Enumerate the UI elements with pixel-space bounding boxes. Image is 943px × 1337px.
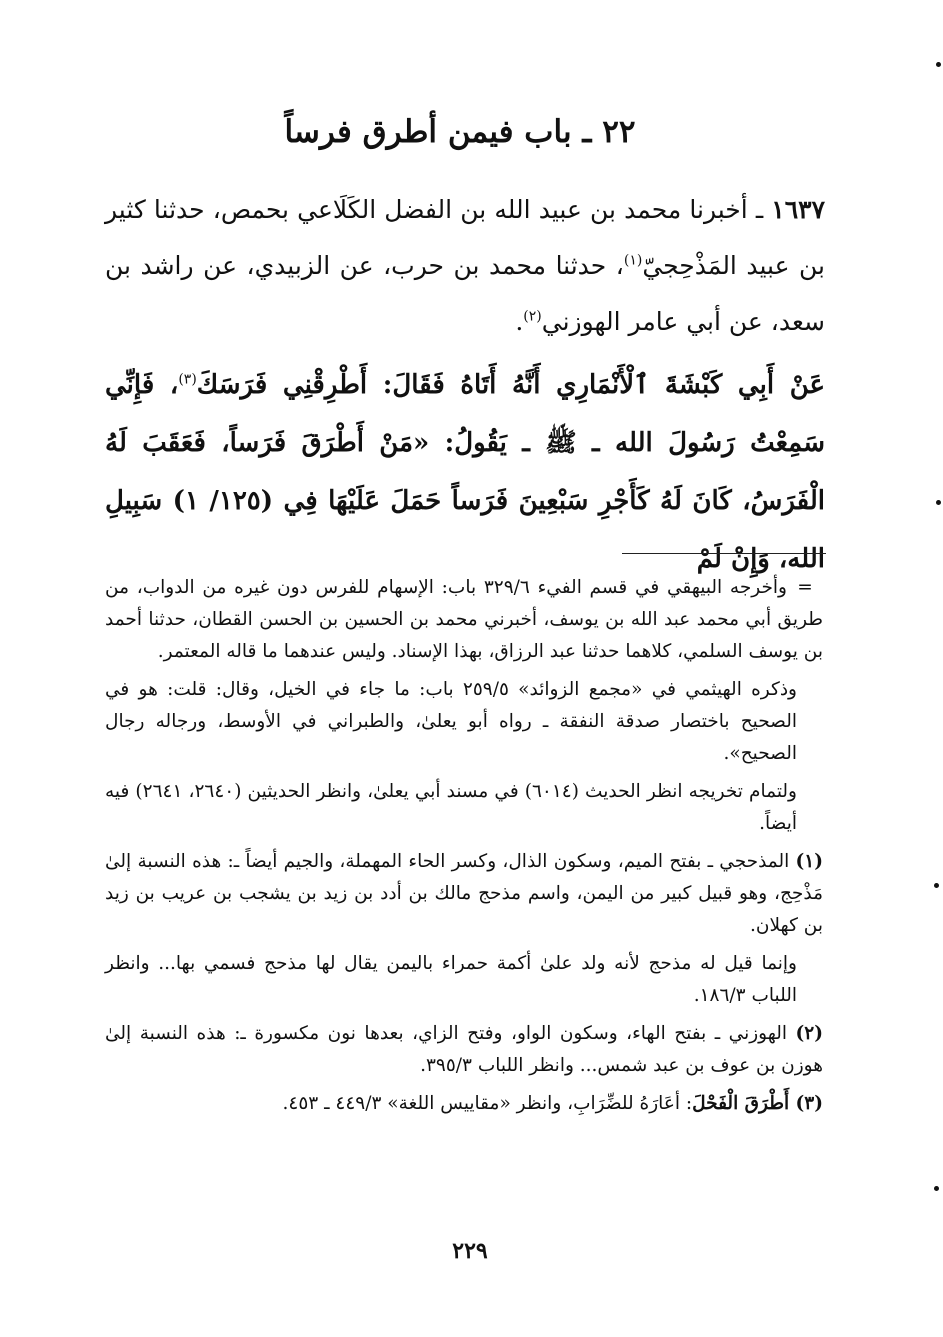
footnote-1 [105, 846, 823, 942]
footnote-1-text: المذحجي ـ بفتح الميم، وسكون الذال، وكسر الحاء المهملة، والجيم أيضاً ـ: هذه النسبة إلىٰ مَذْحِج، وهو قبيل كبير من اليمن، واسم مذحج مالك بن أدد بن زيد بن يشجب بن عريب بن زيد بن كهلان. [105, 851, 823, 936]
footnote-1-continuation: وإنما قيل له مذحج لأنه ولد علىٰ أكمة حمراء باليمن يقال لها مذحج فسمي بها... وانظر اللباب ١٨٦/٣. [105, 953, 797, 1006]
hadith-isnad [105, 182, 825, 350]
scan-speck [934, 883, 939, 888]
footnote-paragraph: وأخرجه البيهقي في قسم الفيء ٣٢٩/٦ باب: الإسهام للفرس دون غيره من الدواب، من طريق أبي محمد عبد الله بن يوسف، أخبرني محمد بن الحسين بن الحسن القطان، حدثنا أحمد بن يوسف السلمي، كلاهما حدثنا عبد الرزاق، بهذا الإسناد. وليس عندهما ما قاله المعتمر. [105, 577, 823, 662]
matn-text: ، فَإِنِّي سَمِعْتُ رَسُولَ الله ـ ﷺ ـ يَقُولُ: «مَنْ أَطْرَقَ فَرَساً، فَعَقَبَ لَهُ الْفَرَسُ، كَانَ لَهُ كَأَجْرِ سَبْعِينَ فَرَساً حَمَلَ عَلَيْهَا فِي (١٢٥/ ١) سَبِيلِ الله، وَإِنْ لَمْ [105, 370, 825, 574]
footnote-ref-3[interactable]: (٣) [178, 371, 197, 388]
scan-speck [936, 62, 941, 67]
footnote-3 [105, 1088, 823, 1120]
scan-speck [934, 1186, 939, 1191]
isnad-text: ـ أخبرنا محمد بن عبيد الله بن الفضل الكَلَاعي بحمص، حدثنا كثير بن عبيد المَذْحِجيّ [105, 195, 826, 280]
footnote-paragraph: وذكره الهيثمي في «مجمع الزوائد» ٢٥٩/٥ باب: ما جاء في الخيل، وقال: قلت: هو في الصحيح باختصار صدقة النفقة ـ رواه أبو يعلىٰ، والطبراني في الأوسط، ورجاله رجال الصحيح». [105, 679, 797, 764]
footnote-2-text: الهوزني ـ بفتح الهاء، وسكون الواو، وفتح الزاي، بعدها نون مكسورة ـ: هذه النسبة إلىٰ هوزن بن عوف بن عبد شمس... وانظر اللباب ٣٩٥/٣. [105, 1023, 823, 1076]
continuation-mark: = [797, 577, 813, 598]
footnote-1-number: (١) [795, 851, 823, 872]
isnad-end: . [515, 307, 524, 336]
footnote-paragraph: ولتمام تخريجه انظر الحديث (٦٠١٤) في مسند أبي يعلىٰ، وانظر الحديثين (٢٦٤٠، ٢٦٤١) فيه أيضاً. [105, 781, 797, 834]
footnote-3-lemma: أَطْرَقَ الْفَحْلَ [692, 1093, 796, 1114]
footnote-continuation [105, 572, 823, 668]
footnote-3-number: (٣) [795, 1093, 823, 1114]
footnote-ref-1[interactable]: (١) [623, 252, 643, 269]
page-number: ٢٢٩ [452, 1238, 488, 1264]
hadith-number: ١٦٣٧ [771, 195, 825, 224]
footnote-ref-2[interactable]: (٢) [523, 308, 542, 325]
footnote-divider [622, 553, 826, 554]
footnote-3-text: : أعَارَهُ للضِّرَابِ، وانظر «مقاييس اللغة» ٤٤٩/٣ ـ ٤٥٣. [282, 1093, 693, 1114]
scan-speck [936, 500, 941, 505]
isnad-text: ، حدثنا محمد بن حرب، عن الزبيدي، عن راشد بن سعد، عن أبي عامر الهوزني [105, 251, 825, 336]
footnotes-section [105, 572, 823, 1126]
footnote-2 [105, 1018, 823, 1082]
chapter-title: ٢٢ ـ باب فيمن أطرق فرساً [284, 114, 636, 150]
matn-text: عَنْ أَبِي كَبْشَةَ ٱلْأَنْمَارِي أَنَّهُ أَتَاهُ فَقَالَ: أَطْرِقْنِي فَرَسَكَ [196, 370, 825, 400]
footnote-2-number: (٢) [795, 1023, 823, 1044]
